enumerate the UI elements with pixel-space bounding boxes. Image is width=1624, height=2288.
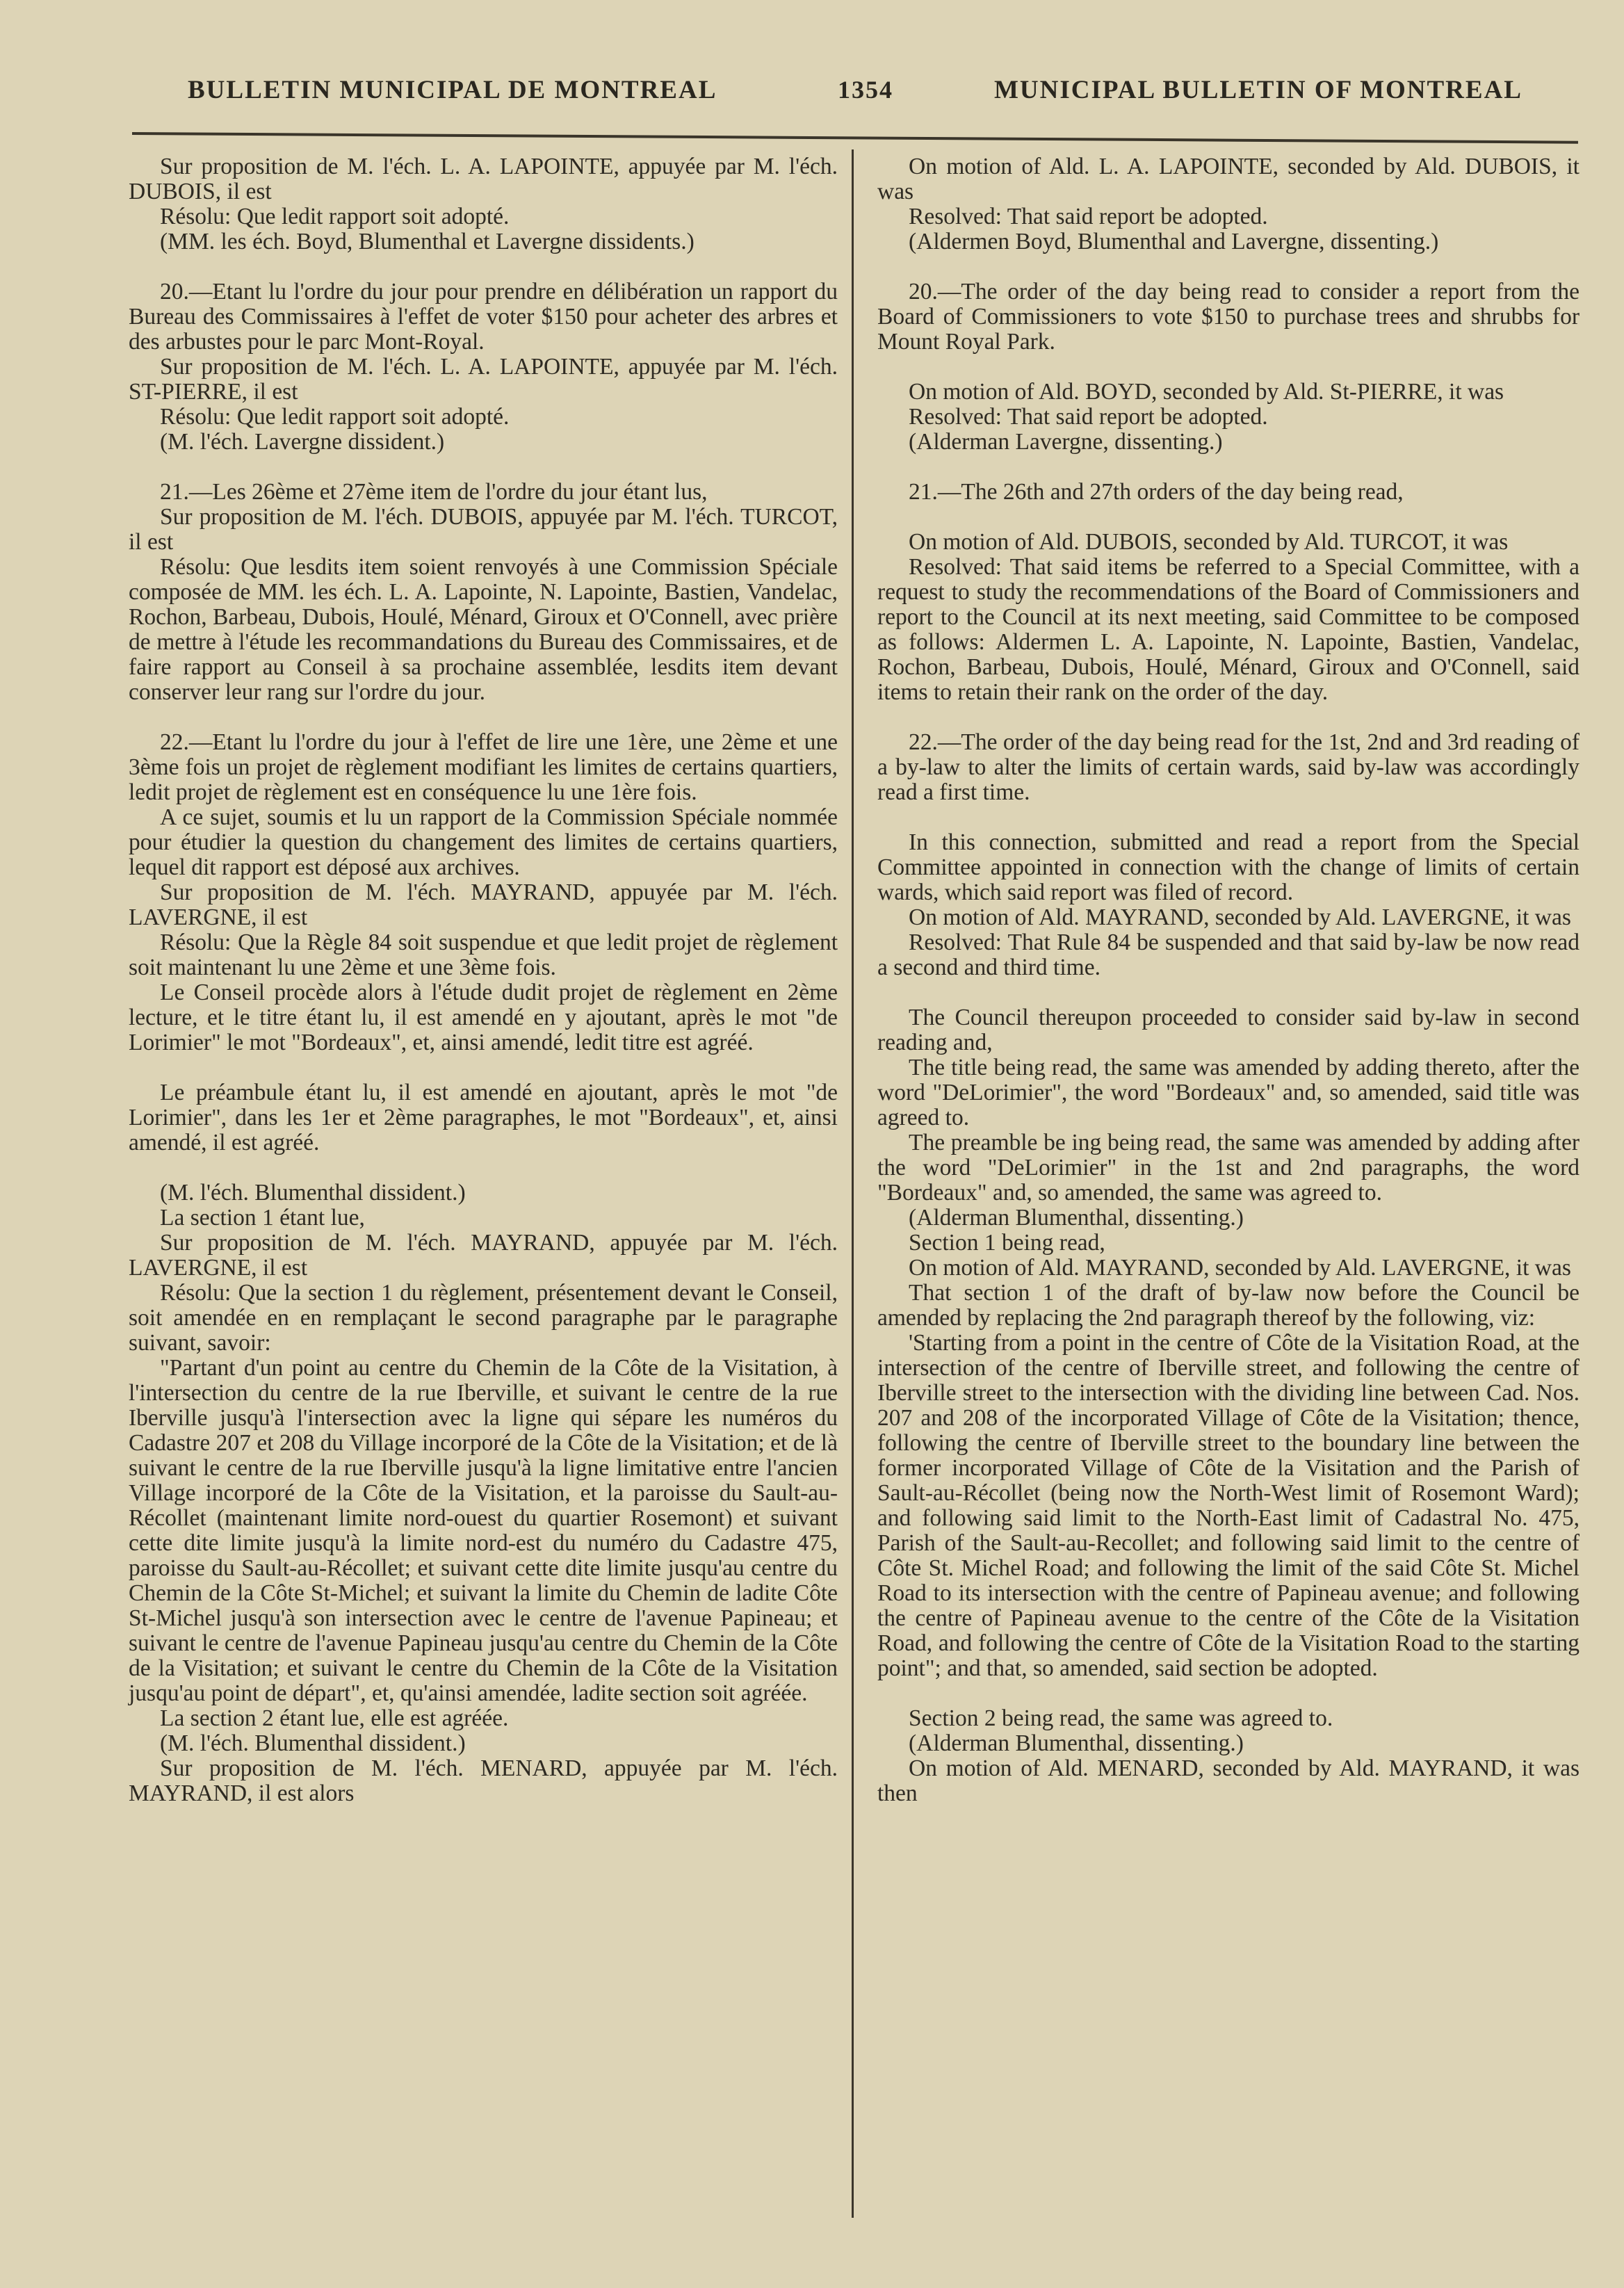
paragraph: Résolu: Que lesdits item soient renvoyés à une Commission Spéciale composée de MM. les éch. L. A. Lapointe, N. Lapointe, Bastien, Vandelac, Rochon, Barbeau, Dubois, Houlé, Ménard, Giroux et O'Connell, avec prière de mettre à l'étude les recommandations du Bureau des Commissaires, et de faire rapport au Conseil à sa prochaine assemblée, lesdits item devant conserver leur rang sur l'ordre du jour.	[129, 554, 838, 705]
paragraph: (Aldermen Boyd, Blumenthal and Lavergne, dissenting.)	[909, 229, 1439, 254]
paragraph: On motion of Ald. BOYD, seconded by Ald. St-PIERRE, it was	[909, 379, 1504, 405]
paragraph: On motion of Ald. DUBOIS, seconded by Ald. TURCOT, it was	[909, 529, 1509, 555]
paragraph: That section 1 of the draft of by-law now before the Council be amended by replacing the 2nd paragraph thereof by the following, viz:	[877, 1280, 1580, 1331]
page-number: 1354	[838, 76, 893, 104]
paragraph: On motion of Ald. MAYRAND, seconded by Ald. LAVERGNE, it was	[909, 904, 1571, 930]
paragraph: On motion of Ald. L. A. LAPOINTE, seconded by Ald. DUBOIS, it was	[877, 154, 1580, 204]
paragraph: 22.—Etant lu l'ordre du jour à l'effet de lire une 1ère, une 2ème et une 3ème fois un projet de règlement modifiant les limites de certains quartiers, ledit projet de règlement est en conséquence lu une 1ère fois.	[129, 729, 838, 805]
header-french-title: BULLETIN MUNICIPAL DE MONTREAL	[188, 76, 717, 104]
paragraph: Résolu: Que la Règle 84 soit suspendue et que ledit projet de règlement soit maintenant lu une 2ème et une 3ème fois.	[129, 930, 838, 980]
paragraph: The Council thereupon proceeded to consider said by-law in second reading and,	[877, 1005, 1580, 1055]
paragraph: Section 1 being read,	[909, 1230, 1105, 1256]
paragraph: 20.—Etant lu l'ordre du jour pour prendre en délibération un rapport du Bureau des Commissaires à l'effet de voter $150 pour acheter des arbres et des arbustes pour le parc Mont-Royal.	[129, 279, 838, 355]
paragraph: (MM. les éch. Boyd, Blumenthal et Lavergne dissidents.)	[160, 229, 695, 254]
paragraph: (Alderman Lavergne, dissenting.)	[909, 429, 1223, 455]
header-rule	[132, 132, 1578, 144]
paragraph: Sur proposition de M. l'éch. MENARD, appuyée par M. l'éch. MAYRAND, il est alors	[129, 1755, 838, 1806]
paragraph: The title being read, the same was amended by adding thereto, after the word "DeLorimier", the word "Bordeaux" and, so amended, said title was agreed to.	[877, 1055, 1580, 1130]
paragraph: 22.—The order of the day being read for the 1st, 2nd and 3rd reading of a by-law to alter the limits of certain wards, said by-law was accordingly read a first time.	[877, 729, 1580, 805]
paragraph: Resolved: That Rule 84 be suspended and that said by-law be now read a second and third time.	[877, 930, 1580, 980]
english-column	[877, 154, 1580, 1806]
paragraph: Sur proposition de M. l'éch. DUBOIS, appuyée par M. l'éch. TURCOT, il est	[129, 504, 838, 555]
paragraph: (Alderman Blumenthal, dissenting.)	[909, 1205, 1244, 1231]
french-column	[129, 154, 838, 1806]
paragraph: 21.—Les 26ème et 27ème item de l'ordre du jour étant lus,	[160, 479, 708, 505]
paragraph: Résolu: Que ledit rapport soit adopté.	[160, 404, 510, 430]
paragraph: The preamble be ing being read, the same was amended by adding after the word "DeLorimier" in the 1st and 2nd paragraphs, the word "Bordeaux" and, so amended, the same was agreed to.	[877, 1130, 1580, 1206]
paragraph: Le préambule étant lu, il est amendé en ajoutant, après le mot "de Lorimier", dans les 1er et 2ème paragraphes, le mot "Bordeaux", et, ainsi amendé, il est agréé.	[129, 1080, 838, 1155]
paragraph: (M. l'éch. Blumenthal dissident.)	[160, 1730, 466, 1756]
paragraph: Sur proposition de M. l'éch. L. A. LAPOINTE, appuyée par M. l'éch. ST-PIERRE, il est	[129, 354, 838, 405]
paragraph: Sur proposition de M. l'éch. L. A. LAPOINTE, appuyée par M. l'éch. DUBOIS, il est	[129, 154, 838, 204]
paragraph: Resolved: That said report be adopted.	[909, 404, 1268, 430]
paragraph: Resolved: That said items be referred to a Special Committee, with a request to study the recommendations of the Board of Commissioners and report to the Council at its next meeting, said Committee to be composed as follows: Aldermen L. A. Lapointe, N. Lapointe, Bastien, Vandelac, Rochon, Barbeau, Dubois, Houlé, Ménard, Giroux and O'Connell, said items to retain their rank on the order of the day.	[877, 554, 1580, 705]
paragraph: 'Starting from a point in the centre of Côte de la Visitation Road, at the intersection of the centre of Iberville street, and following the centre of Iberville street to the intersection with the dividing line between Cad. Nos. 207 and 208 of the incorporated Village of Côte de la Visitation; thence, following the centre of Iberville street to the boundary line between the former incorporated Village of Côte de la Visitation and the Parish of Sault-au-Récollet (being now the North-West limit of Rosemont Ward); and following said limit to the North-East limit of Cadastral No. 475, Parish of the Sault-au-Recollet; and following said limit to the centre of Côte St. Michel Road; and following the limit of the said Côte St. Michel Road to its intersection with the centre of Papineau avenue; and following the centre of Papineau avenue to the centre of the Côte de la Visitation Road, and following the centre of Côte de la Visitation Road to the starting point"; and that, so amended, said section be adopted.	[877, 1330, 1580, 1681]
paragraph: (Alderman Blumenthal, dissenting.)	[909, 1730, 1244, 1756]
paragraph: (M. l'éch. Blumenthal dissident.)	[160, 1180, 466, 1206]
paragraph: Section 2 being read, the same was agreed to.	[909, 1705, 1333, 1731]
paragraph: 21.—The 26th and 27th orders of the day being read,	[909, 479, 1404, 505]
paragraph: On motion of Ald. MAYRAND, seconded by Ald. LAVERGNE, it was	[909, 1255, 1571, 1281]
paragraph: Résolu: Que ledit rapport soit adopté.	[160, 204, 510, 229]
paragraph: La section 2 étant lue, elle est agréée.	[160, 1705, 509, 1731]
paragraph: Resolved: That said report be adopted.	[909, 204, 1268, 229]
paragraph: Sur proposition de M. l'éch. MAYRAND, appuyée par M. l'éch. LAVERGNE, il est	[129, 1230, 838, 1281]
paragraph: La section 1 étant lue,	[160, 1205, 365, 1231]
paragraph: "Partant d'un point au centre du Chemin de la Côte de la Visitation, à l'intersection du centre de la rue Iberville, et suivant le centre de la rue Iberville jusqu'à l'intersection avec la ligne qui sépare les numéros du Cadastre 207 et 208 du Village incorporé de la Côte de la Visitation; et de là suivant le centre de la rue Iberville jusqu'à la ligne limitative entre l'ancien Village incorporé de la Côte de la Visitation, et la paroisse du Sault-au-Récollet (maintenant limite nord-ouest du quartier Rosemont) et suivant cette dite limite jusqu'à la limite nord-est du numéro du Cadastre 475, paroisse du Sault-au-Récollet; et suivant cette dite limite jusqu'au centre du Chemin de la Côte St-Michel; et suivant la limite du Chemin de ladite Côte St-Michel jusqu'à son intersection avec le centre de l'avenue Papineau; et suivant le centre de l'avenue Papineau jusqu'au centre du Chemin de la Côte de la Visitation; et suivant le centre du Chemin de la Côte de la Visitation jusqu'au point de départ", et, qu'ainsi amendée, ladite section soit agréée.	[129, 1355, 838, 1706]
header-english-title: MUNICIPAL BULLETIN OF MONTREAL	[994, 76, 1522, 104]
paragraph: A ce sujet, soumis et lu un rapport de la Commission Spéciale nommée pour étudier la question du changement des limites de certains quartiers, lequel dit rapport est déposé aux archives.	[129, 804, 838, 880]
paragraph: In this connection, submitted and read a report from the Special Committee appointed in connection with the change of limits of certain wards, which said report was filed of record.	[877, 829, 1580, 905]
paragraph: Le Conseil procède alors à l'étude dudit projet de règlement en 2ème lecture, et le titre étant lu, il est amendé en y ajoutant, après le mot "de Lorimier" le mot "Bordeaux", et, ainsi amendé, ledit titre est agréé.	[129, 980, 838, 1055]
paragraph: Sur proposition de M. l'éch. MAYRAND, appuyée par M. l'éch. LAVERGNE, il est	[129, 879, 838, 930]
paragraph: Résolu: Que la section 1 du règlement, présentement devant le Conseil, soit amendée en en remplaçant le second paragraphe par le paragraphe suivant, savoir:	[129, 1280, 838, 1356]
paragraph: (M. l'éch. Lavergne dissident.)	[160, 429, 445, 455]
paragraph: 20.—The order of the day being read to consider a report from the Board of Commissioners to vote $150 to purchase trees and shrubbs for Mount Royal Park.	[877, 279, 1580, 355]
column-divider	[852, 149, 854, 2218]
paragraph: On motion of Ald. MENARD, seconded by Ald. MAYRAND, it was then	[877, 1755, 1580, 1806]
